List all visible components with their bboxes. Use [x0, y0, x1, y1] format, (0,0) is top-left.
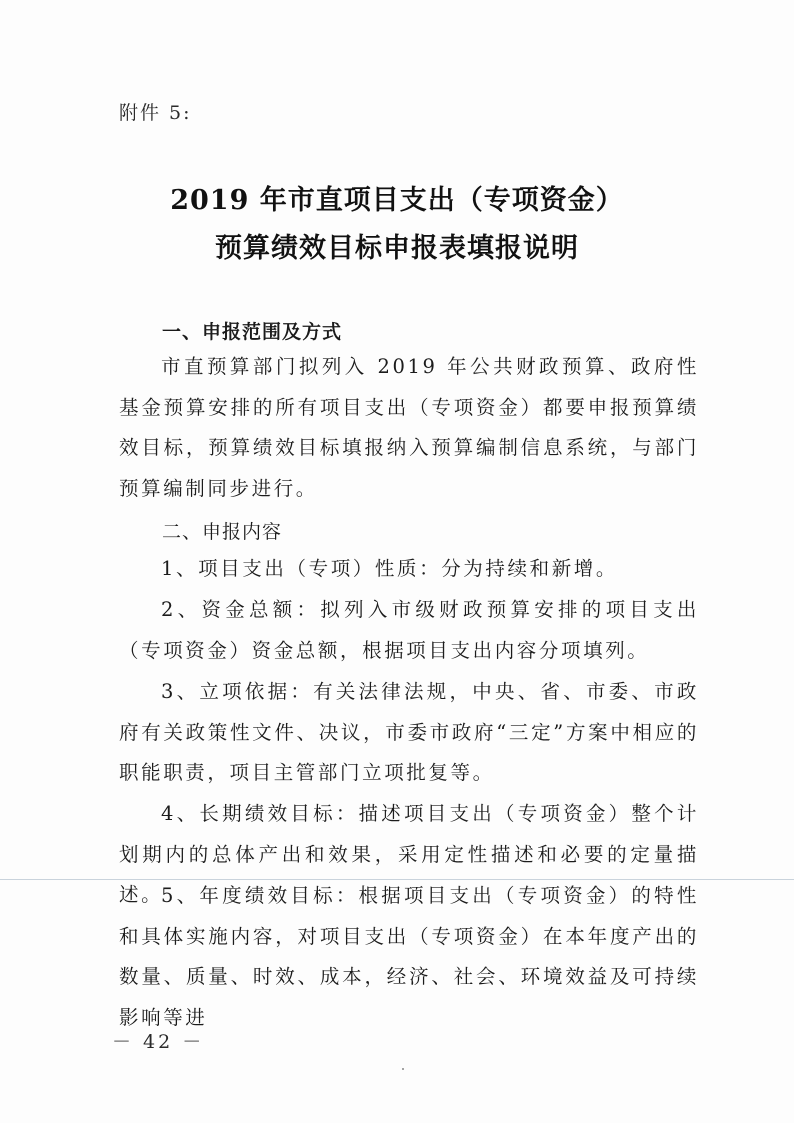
- section-1-paragraph: 市直预算部门拟列入 2019 年公共财政预算、政府性基金预算安排的所有项目支出（专项资金）都要申报预算绩效目标，预算绩效目标填报纳入预算编制信息系统，与部门预算编制同步进行。: [119, 355, 699, 500]
- content-item-4: 4、长期绩效目标：描述项目支出（专项资金）整个计划期内的总体产出和效果，采用定性描述和必要的定量描述。: [119, 802, 699, 906]
- document-title-line-2: 预算绩效目标申报表填报说明: [215, 233, 579, 264]
- page-number: － 42 －: [112, 1031, 205, 1053]
- scan-speck: [402, 1068, 404, 1070]
- section-1-heading: 一、申报范围及方式: [162, 321, 343, 343]
- section-2-heading: 二、申报内容: [162, 521, 283, 543]
- document-title-line-1: 2019 年市直项目支出（专项资金）: [170, 185, 624, 216]
- content-item-3: 3、立项依据：有关法律法规，中央、省、市委、市政府有关政策性文件、决议，市委市政府“三定”方案中相应的职能职责，项目主管部门立项批复等。: [119, 680, 699, 784]
- content-item-5: 5、年度绩效目标：根据项目支出（专项资金）的特性和具体实施内容，对项目支出（专项资金）在本年度产出的数量、质量、时效、成本，经济、社会、环境效益及可持续影响等进: [119, 884, 699, 1029]
- content-item-2: 2、资金总额：拟列入市级财政预算安排的项目支出（专项资金）资金总额，根据项目支出内容分项填列。: [119, 598, 699, 662]
- attachment-label: 附件 5:: [119, 102, 192, 124]
- content-item-1: 1、项目支出（专项）性质：分为持续和新增。: [161, 557, 619, 580]
